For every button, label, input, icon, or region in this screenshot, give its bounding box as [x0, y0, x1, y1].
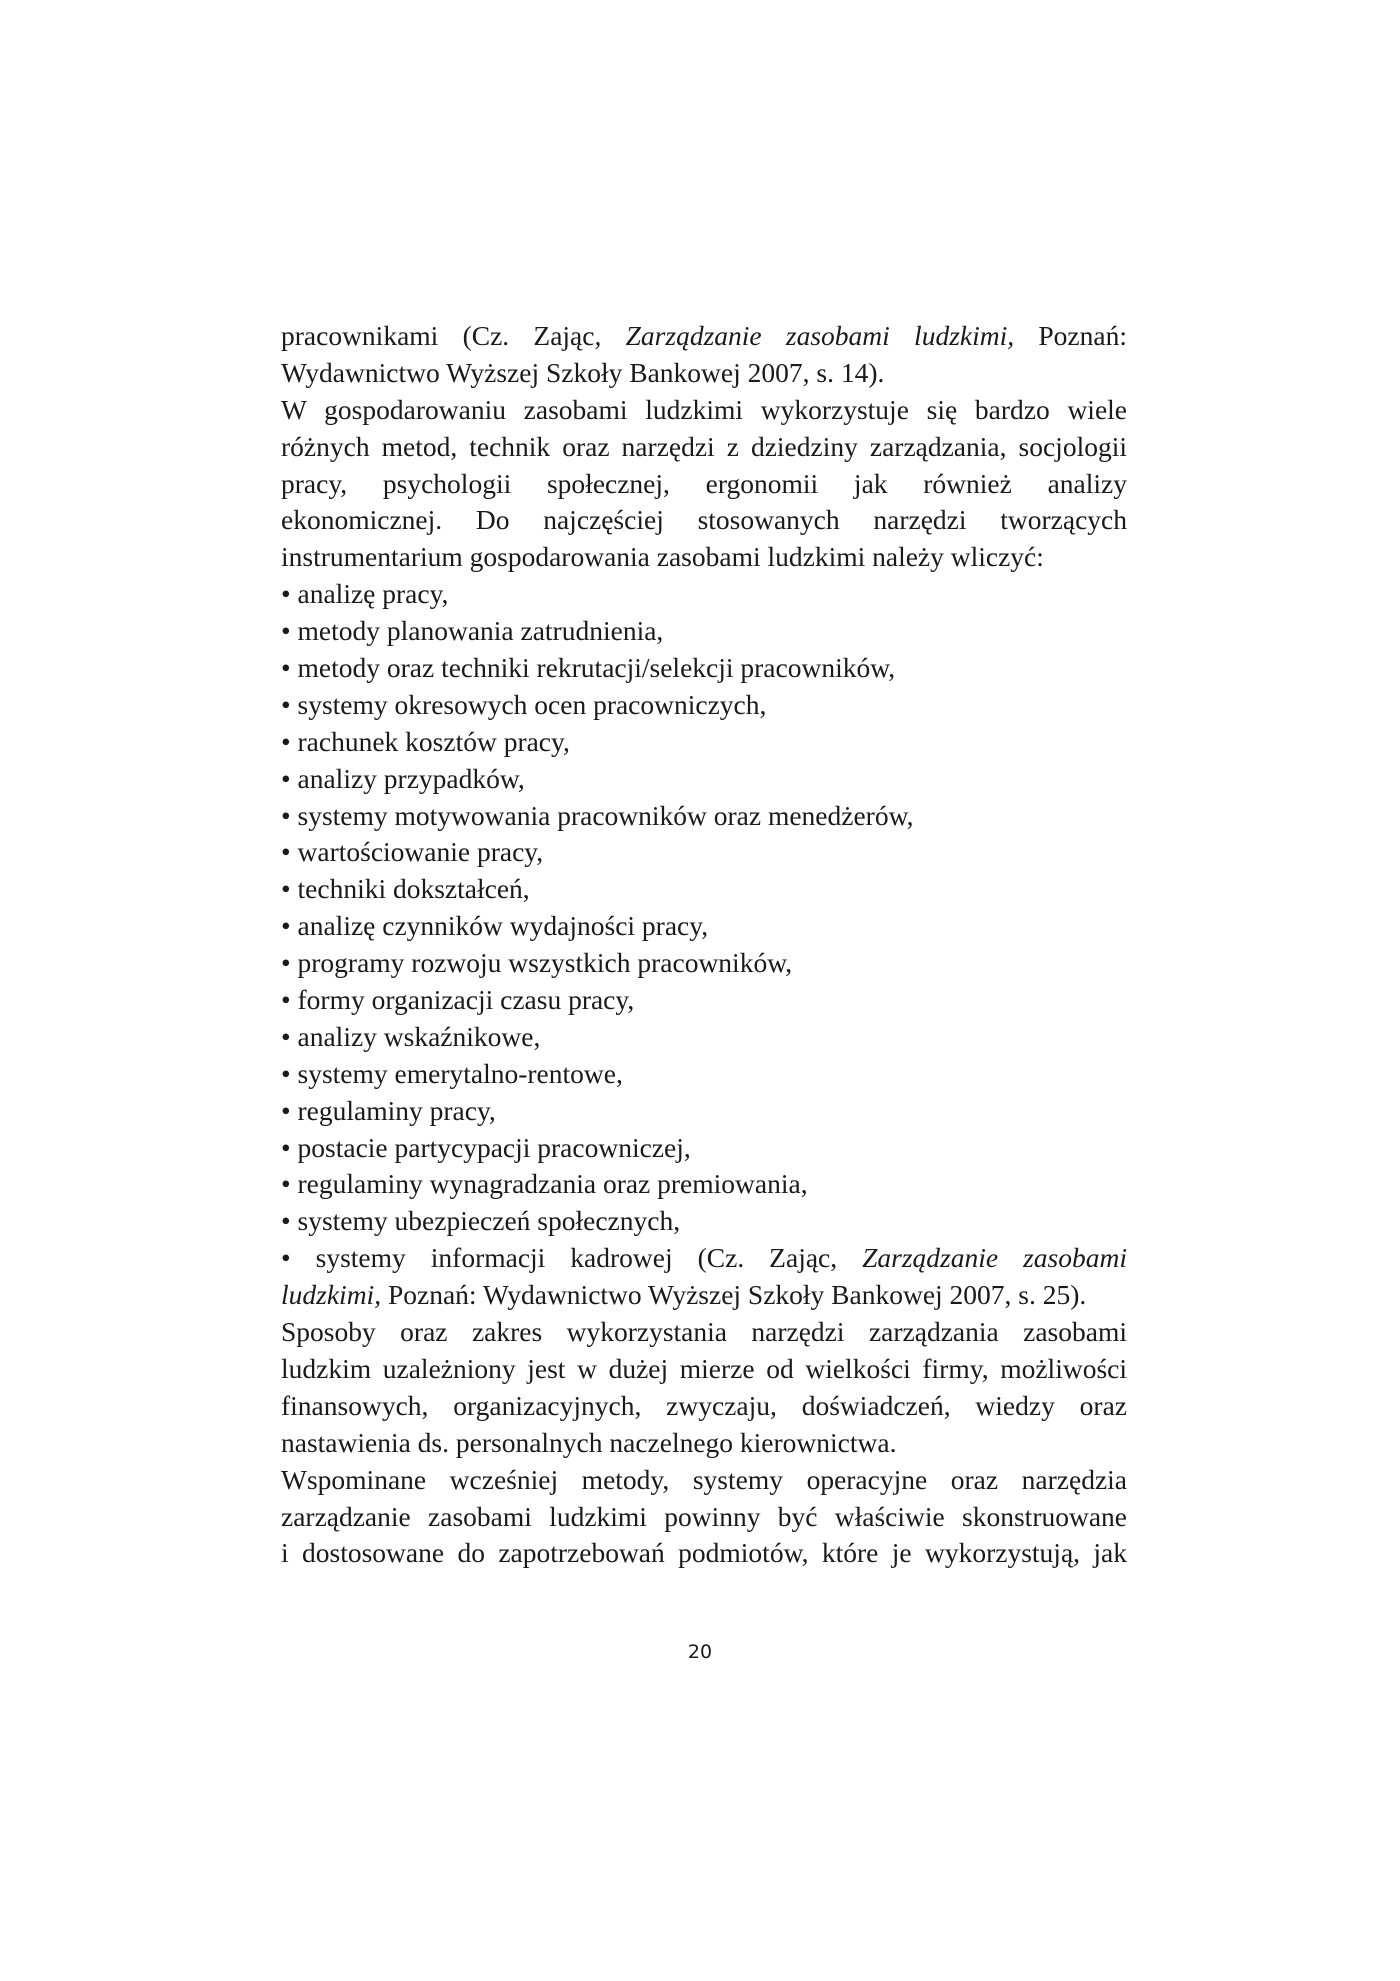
bullet: • [281, 984, 291, 1016]
paragraph-line: ekonomicznej. Do najczęściej stosowanych narzędzi tworzących [281, 504, 1127, 536]
tools-list [281, 576, 1127, 1314]
paragraph-line: Sposoby oraz zakres wykorzystania narzędzi zarządzania zasobami [281, 1316, 1127, 1348]
list-item-text: metody oraz techniki rekrutacji/selekcji pracowników, [297, 652, 896, 684]
list-item [281, 650, 1127, 687]
bullet: • [281, 1094, 291, 1126]
bullet: • [281, 1057, 291, 1089]
bullet: • [281, 652, 291, 684]
list-item [281, 834, 1127, 871]
list-item [281, 1019, 1127, 1056]
list-item [281, 724, 1127, 761]
list-item-continuation [281, 1277, 1127, 1314]
bullet: • [281, 910, 291, 942]
list-item [281, 576, 1127, 613]
citation-title: ludzkimi, [281, 1279, 382, 1311]
list-item-text: metody planowania zatrudnienia, [297, 615, 664, 647]
list-item [281, 982, 1127, 1019]
paragraph-line: finansowych, organizacyjnych, zwyczaju, doświadczeń, wiedzy oraz [281, 1389, 1127, 1421]
list-item-text: systemy motywowania pracowników oraz menedżerów, [297, 799, 914, 831]
citation-line: Wydawnictwo Wyższej Szkoły Bankowej 2007, s. 14). [281, 356, 885, 388]
paragraph-line: zarządzanie zasobami ludzkimi powinny być właściwie skonstruowane [281, 1500, 1127, 1532]
bullet: • [281, 1242, 291, 1274]
page-number: 20 [687, 1641, 713, 1663]
citation-line [281, 318, 1127, 355]
bullet: • [281, 1020, 291, 1052]
bullet: • [281, 578, 291, 610]
paragraph-line: nastawienia ds. personalnych naczelnego kierownictwa. [281, 1426, 897, 1458]
bullet: • [281, 1131, 291, 1163]
list-item [281, 908, 1127, 945]
bullet: • [281, 688, 291, 720]
list-item [281, 798, 1127, 835]
list-item-text: analizy przypadków, [297, 762, 525, 794]
citation-title: Zarządzanie zasobami [862, 1242, 1127, 1274]
list-item-text: rachunek kosztów pracy, [297, 725, 570, 757]
paragraph-line: pracy, psychologii społecznej, ergonomii jak również analizy [281, 467, 1127, 499]
bullet: • [281, 762, 291, 794]
list-item [281, 945, 1127, 982]
paragraph-line: różnych metod, technik oraz narzędzi z dziedziny zarządzania, socjologii [281, 430, 1127, 462]
paragraph-line: ludzkim uzależniony jest w dużej mierze od wielkości firmy, możliwości [281, 1352, 1127, 1384]
paragraph-line: instrumentarium gospodarowania zasobami ludzkimi należy wliczyć: [281, 541, 1044, 573]
list-item-text: techniki dokształceń, [297, 873, 530, 905]
list-item-text: formy organizacji czasu pracy, [297, 984, 635, 1016]
list-item-text: systemy okresowych ocen pracowniczych, [297, 688, 767, 720]
list-item-text: systemy informacji kadrowej (Cz. Zając, [315, 1242, 863, 1274]
list-item-text: systemy emerytalno-rentowe, [297, 1057, 623, 1089]
bullet: • [281, 873, 291, 905]
list-item-text: systemy ubezpieczeń społecznych, [297, 1205, 681, 1237]
list-item-text: wartościowanie pracy, [297, 836, 544, 868]
list-item [281, 1203, 1127, 1240]
list-item-text: regulaminy pracy, [297, 1094, 496, 1126]
list-item-text: analizy wskaźnikowe, [297, 1020, 541, 1052]
citation-text: pracownikami (Cz. Zając, [281, 320, 626, 351]
list-item [281, 1166, 1127, 1203]
list-item [281, 1093, 1127, 1130]
paragraph-line: Wspominane wcześniej metody, systemy operacyjne oraz narzędzia [281, 1463, 1127, 1495]
list-item-text: Poznań: Wydawnictwo Wyższej Szkoły Bankowej 2007, s. 25). [381, 1279, 1087, 1311]
list-item-text: postacie partycypacji pracowniczej, [297, 1131, 691, 1163]
list-item-text: analizę pracy, [297, 578, 449, 610]
bullet: • [281, 725, 291, 757]
paragraph-line: i dostosowane do zapotrzebowań podmiotów, które je wykorzystują, jak [281, 1537, 1127, 1569]
citation-title: Zarządzanie zasobami ludzkimi, [625, 320, 1015, 351]
list-item [281, 761, 1127, 798]
bullet: • [281, 799, 291, 831]
list-item-text: analizę czynników wydajności pracy, [297, 910, 709, 942]
list-item-text: programy rozwoju wszystkich pracowników, [297, 947, 793, 979]
list-item-text: regulaminy wynagradzania oraz premiowania, [297, 1168, 808, 1200]
body-text [281, 318, 1127, 1572]
bullet: • [281, 1205, 291, 1237]
bullet: • [281, 615, 291, 647]
list-item [281, 1240, 1127, 1277]
list-item [281, 871, 1127, 908]
list-item [281, 687, 1127, 724]
bullet: • [281, 947, 291, 979]
list-item [281, 613, 1127, 650]
list-item [281, 1056, 1127, 1093]
paragraph-line: W gospodarowaniu zasobami ludzkimi wykorzystuje się bardzo wiele [281, 393, 1127, 425]
citation-text: Poznań: [1014, 320, 1127, 351]
list-item [281, 1130, 1127, 1167]
bullet: • [281, 836, 291, 868]
bullet: • [281, 1168, 291, 1200]
